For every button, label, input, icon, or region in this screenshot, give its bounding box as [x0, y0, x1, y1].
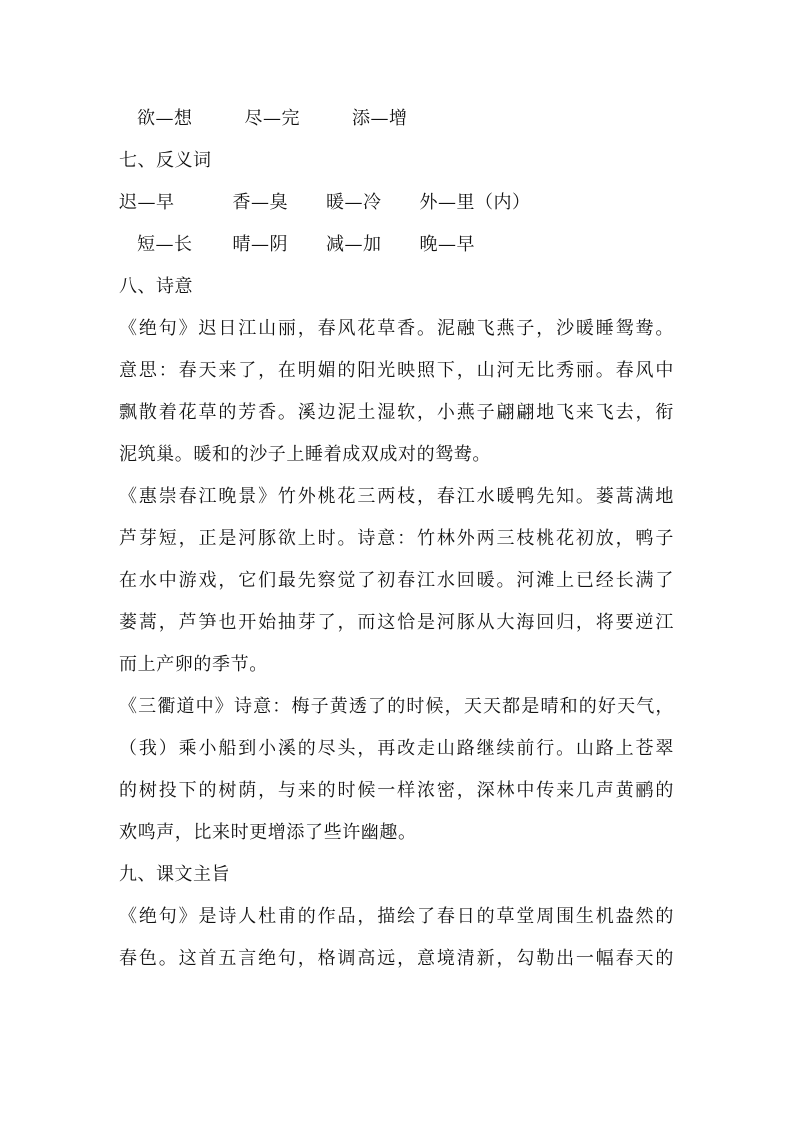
- antonym-pair: 晴—阴: [232, 234, 288, 255]
- antonym-pairs-row-1: [119, 182, 674, 224]
- antonym-pair: 香—臭: [232, 192, 288, 213]
- antonym-pair: 晚—早: [419, 234, 475, 255]
- synonym-pair: 添—增: [352, 108, 408, 129]
- paragraph-line: 泥筑巢。暖和的沙子上睡着成双成对的鸳鸯。: [119, 444, 491, 465]
- paragraph-line: 飘散着花草的芳香。溪边泥土湿软，小燕子翩翩地飞来飞去，衔: [119, 402, 674, 423]
- paragraph-line: 在水中游戏，它们最先察觉了初春江水回暖。河滩上已经长满了: [119, 570, 674, 591]
- paragraph-line: （我）乘小船到小溪的尽头，再改走山路继续前行。山路上苍翠: [119, 738, 674, 759]
- paragraph-line: 的树投下的树荫，与来的时候一样浓密，深林中传来几声黄鹂的: [119, 780, 674, 801]
- paragraph-line: 芦芽短，正是河豚欲上时。诗意：竹林外两三枝桃花初放，鸭子: [119, 528, 674, 549]
- antonym-pair: 短—长: [137, 234, 193, 255]
- section-heading-antonyms: 七、反义词: [119, 150, 212, 171]
- paragraph-line: 《绝句》是诗人杜甫的作品，描绘了春日的草堂周围生机盎然的: [119, 906, 674, 927]
- paragraph-line: 《三衢道中》诗意：梅子黄透了的时候，天天都是晴和的好天气，: [119, 696, 674, 717]
- section-heading-poem-meaning: 八、诗意: [119, 276, 193, 297]
- document-content: [119, 98, 674, 980]
- paragraph-line: 蒌蒿，芦笋也开始抽芽了，而这恰是河豚从大海回归，将要逆江: [119, 612, 674, 633]
- paragraph-line: 而上产卵的季节。: [119, 654, 268, 675]
- synonym-pair: 欲—想: [137, 108, 193, 129]
- paragraph-line: 《惠崇春江晚景》竹外桃花三两枝，春江水暖鸭先知。蒌蒿满地: [119, 486, 674, 507]
- paragraph-line: 欢鸣声，比来时更增添了些许幽趣。: [119, 822, 417, 843]
- paragraph-line: 意思：春天来了，在明媚的阳光映照下，山河无比秀丽。春风中: [119, 360, 674, 381]
- paragraph-line: 《绝句》迟日江山丽，春风花草香。泥融飞燕子，沙暖睡鸳鸯。: [119, 318, 674, 339]
- synonym-pair: 尽—完: [244, 108, 300, 129]
- antonym-pair: 减—加: [326, 234, 382, 255]
- antonym-pairs-row-2: [119, 224, 674, 266]
- antonym-pair: 外—里（内）: [419, 192, 531, 213]
- antonym-pair: 迟—早: [119, 192, 175, 213]
- antonym-pair: 暖—冷: [326, 192, 382, 213]
- section-heading-main-idea: 九、课文主旨: [119, 864, 230, 885]
- paragraph-line: 春色。这首五言绝句，格调高远，意境清新，勾勒出一幅春天的: [119, 948, 674, 969]
- synonym-pairs-row: [119, 98, 674, 140]
